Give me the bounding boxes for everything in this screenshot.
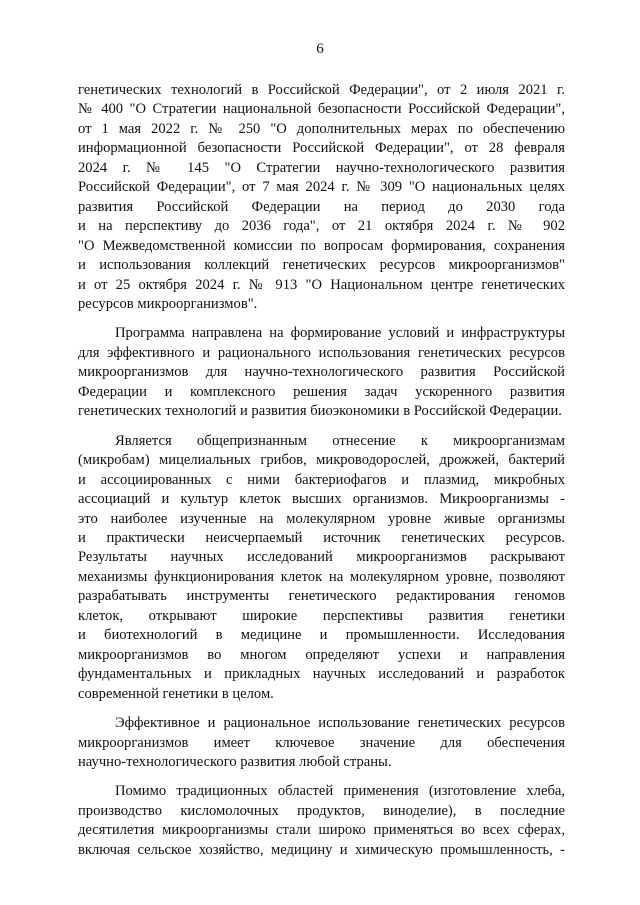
text-line: и использования коллекций генетических ресурсов микроорганизмов" (78, 257, 565, 274)
text-line: Программа направлена на формирование условий и инфраструктуры (115, 325, 565, 342)
text-line: клеток, открывают широкие перспективы развития генетики (78, 607, 565, 624)
text-line: микроорганизмов для научно-технологического развития Российской (78, 364, 565, 381)
paragraph-gap (78, 704, 565, 714)
text-line: развития Российской Федерации на период до 2030 года (78, 198, 565, 215)
paragraph (78, 81, 565, 314)
text-line: и от 25 октября 2024 г. № 913 "О Национальном центре генетических (78, 276, 565, 293)
text-line: производство кисломолочных продуктов, виноделие), в последние (78, 802, 565, 819)
text-line: Результаты научных исследований микроорганизмов раскрывают (78, 549, 565, 566)
text-line: 2024 г. № 145 "О Стратегии научно-технологического развития (78, 159, 565, 176)
text-line: ресурсов микроорганизмов". (78, 295, 258, 312)
text-line: Является общепризнанным отнесение к микроорганизмам (115, 432, 565, 449)
text-line: Федерации и комплексного решения задач ускоренного развития (78, 383, 565, 400)
text-line: и практически неисчерпаемый источник генетических ресурсов. (78, 529, 565, 546)
text-line: (микробам) мицелиальных грибов, микроводорослей, дрожжей, бактерий (78, 452, 565, 469)
text-line: современной генетики в целом. (78, 685, 274, 702)
text-line: микроорганизмов имеет ключевое значение для обеспечения (78, 734, 565, 751)
text-line: № 400 "О Стратегии национальной безопасности Российской Федерации", (78, 101, 565, 118)
text-line: "О Межведомственной комиссии по вопросам формирования, сохранения (78, 237, 565, 254)
text-line: и биотехнологий в медицине и промышленности. Исследования (78, 627, 565, 644)
text-line: Помимо традиционных областей применения (изготовление хлеба, (115, 783, 565, 800)
text-line: для эффективного и рационального использования генетических ресурсов (78, 344, 565, 361)
text-line: научно-технологического развития любой страны. (78, 753, 392, 770)
paragraph-gap (78, 422, 565, 432)
text-line: десятилетия микроорганизмы стали широко применяться во всех сферах, (78, 822, 565, 839)
document-body (78, 81, 565, 860)
text-line: включая сельское хозяйство, медицину и химическую промышленность, - (78, 841, 565, 858)
text-line: от 1 мая 2022 г. № 250 "О дополнительных мерах по обеспечению (78, 120, 565, 137)
paragraph (78, 432, 565, 704)
text-line: фундаментальных и прикладных научных исследований и разработок (78, 666, 565, 683)
text-line: и ассоциированных с ними бактериофагов и плазмид, микробных (78, 471, 565, 488)
text-line: микроорганизмов во многом определяют успехи и направления (78, 646, 565, 663)
text-line: разрабатывать инструменты генетического редактирования геномов (78, 588, 565, 605)
paragraph (78, 324, 565, 421)
paragraph-gap (78, 772, 565, 782)
text-line: Российской Федерации", от 7 мая 2024 г. № 309 "О национальных целях (78, 179, 565, 196)
text-line: механизмы функционирования клеток на молекулярном уровне, позволяют (78, 568, 565, 585)
text-line: ассоциаций и культур клеток высших организмов. Микроорганизмы - (78, 491, 565, 508)
text-line: генетических технологий и развития биоэкономики в Российской Федерации. (78, 403, 562, 420)
page-number: 6 (316, 41, 324, 57)
text-line: это наиболее изученные на молекулярном уровне живые организмы (78, 510, 565, 527)
text-line: и на перспективу до 2036 года", от 21 октября 2024 г. № 902 (78, 218, 565, 235)
text-line: информационной безопасности Российской Федерации", от 28 февраля (78, 140, 565, 157)
text-line: Эффективное и рациональное использование генетических ресурсов (115, 715, 565, 732)
paragraph (78, 714, 565, 772)
paragraph-gap (78, 314, 565, 324)
paragraph (78, 782, 565, 860)
text-line: генетических технологий в Российской Федерации", от 2 июля 2021 г. (78, 82, 565, 98)
